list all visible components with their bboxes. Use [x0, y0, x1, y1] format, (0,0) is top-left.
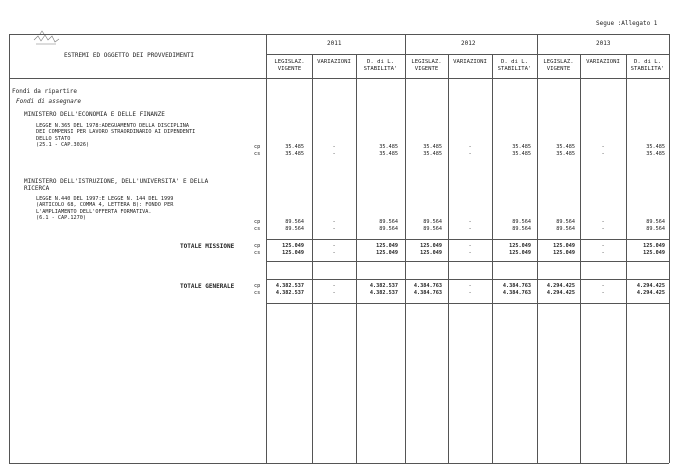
value-cell: 4.294.425 [636, 290, 665, 296]
cs-marker: cs [254, 290, 261, 296]
year-2012: 2012 [461, 40, 476, 47]
section-title: ESTREMI ED OGGETTO DEI PROVVEDIMENTI [64, 52, 195, 59]
value-cell: 89.564 [285, 219, 304, 225]
value-cell: - [332, 250, 336, 256]
value-cell: - [601, 226, 605, 232]
value-cell: 4.294.425 [636, 283, 665, 289]
value-cell: 35.485 [285, 151, 304, 157]
col-stabilita-2011: D. di L. STABILITA' [363, 59, 398, 72]
ministry-economia: MINISTERO DELL'ECONOMIA E DELLE FINANZE [24, 111, 165, 118]
value-cell: 35.485 [512, 144, 531, 150]
value-cell: - [468, 250, 472, 256]
value-cell: - [468, 144, 472, 150]
value-cell: - [601, 144, 605, 150]
year-2013: 2013 [596, 40, 611, 47]
value-cell: - [468, 219, 472, 225]
value-cell: 89.564 [512, 226, 531, 232]
value-cell: - [468, 283, 472, 289]
value-cell: - [601, 151, 605, 157]
col-legislaz-2012: LEGISLAZ. VIGENTE [411, 59, 442, 72]
value-cell: - [468, 226, 472, 232]
value-cell: 89.564 [512, 219, 531, 225]
value-cell: 125.049 [643, 250, 665, 256]
value-cell: 4.382.537 [369, 283, 398, 289]
value-cell: 35.485 [556, 151, 575, 157]
value-cell: 89.564 [379, 226, 398, 232]
value-cell: 125.049 [643, 243, 665, 249]
value-cell: 125.049 [420, 243, 442, 249]
law-440-1997: LEGGE N.440 DEL 1997:E LEGGE N. 144 DEL 1999 (ARTICOLO 68, COMMA 4, LETTERA B): FONDO PER L'AMPLIAMENTO DELL'OFFERTA FORMATIVA. (6.1 - CAP.1270) [36, 196, 174, 222]
value-cell: 4.384.763 [413, 283, 442, 289]
value-cell: - [468, 243, 472, 249]
value-cell: 125.049 [553, 243, 575, 249]
value-cell: 125.049 [376, 243, 398, 249]
law-365-1978: LEGGE N.365 DEL 1978:ADEGUAMENTO DELLA DISCIPLINA DEI COMPENSI PER LAVORO STRAORDINARIO AI DIPENDENTI DELLO STATO (25.1 - CAP.3026) [36, 123, 196, 149]
value-cell: - [332, 290, 336, 296]
value-cell: 35.485 [379, 144, 398, 150]
value-cell: - [332, 226, 336, 232]
value-cell: 89.564 [379, 219, 398, 225]
value-cell: 35.485 [379, 151, 398, 157]
cp-marker: cp [254, 219, 261, 225]
totale-missione-label: TOTALE MISSIONE [180, 243, 235, 250]
value-cell: - [332, 144, 336, 150]
value-cell: 35.485 [512, 151, 531, 157]
value-cell: 125.049 [509, 243, 531, 249]
col-variazioni-2012: VARIAZIONI [453, 59, 487, 65]
ministry-istruzione: MINISTERO DELL'ISTRUZIONE, DELL'UNIVERSITA' E DELLA RICERCA [24, 178, 209, 192]
value-cell: 35.485 [556, 144, 575, 150]
value-cell: 35.485 [423, 151, 442, 157]
value-cell: - [332, 283, 336, 289]
value-cell: 4.382.537 [275, 283, 304, 289]
value-cell: 125.049 [420, 250, 442, 256]
cs-marker: cs [254, 226, 261, 232]
value-cell: - [601, 243, 605, 249]
value-cell: 4.382.537 [369, 290, 398, 296]
value-cell: 125.049 [509, 250, 531, 256]
fund-heading: Fondi da ripartire [12, 88, 78, 95]
value-cell: 89.564 [423, 219, 442, 225]
value-cell: 35.485 [285, 144, 304, 150]
value-cell: 89.564 [646, 219, 665, 225]
value-cell: - [601, 219, 605, 225]
cs-marker: cs [254, 151, 261, 157]
value-cell: 89.564 [285, 226, 304, 232]
value-cell: - [332, 219, 336, 225]
year-2011: 2011 [327, 40, 342, 47]
value-cell: 89.564 [646, 226, 665, 232]
cp-marker: cp [254, 144, 261, 150]
value-cell: 35.485 [646, 144, 665, 150]
value-cell: 89.564 [556, 219, 575, 225]
value-cell: 4.294.425 [546, 290, 575, 296]
value-cell: 125.049 [282, 243, 304, 249]
fund-subheading: Fondi di assegnare [16, 98, 82, 105]
value-cell: 4.384.763 [502, 290, 531, 296]
value-cell: 4.384.763 [413, 290, 442, 296]
value-cell: - [601, 290, 605, 296]
value-cell: 125.049 [553, 250, 575, 256]
col-stabilita-2013: D. di L. STABILITA' [630, 59, 665, 72]
totale-generale-label: TOTALE GENERALE [180, 283, 235, 290]
cp-marker: cp [254, 283, 261, 289]
value-cell: - [601, 283, 605, 289]
value-cell: - [468, 290, 472, 296]
value-cell: 125.049 [376, 250, 398, 256]
value-cell: 89.564 [556, 226, 575, 232]
col-variazioni-2013: VARIAZIONI [586, 59, 620, 65]
page-caption: Segue :Allegato 1 [596, 20, 658, 27]
col-variazioni-2011: VARIAZIONI [317, 59, 351, 65]
value-cell: 4.382.537 [275, 290, 304, 296]
value-cell: 35.485 [423, 144, 442, 150]
col-legislaz-2013: LEGISLAZ. VIGENTE [543, 59, 574, 72]
cs-marker: cs [254, 250, 261, 256]
value-cell: - [332, 151, 336, 157]
value-cell: 4.384.763 [502, 283, 531, 289]
col-stabilita-2012: D. di L. STABILITA' [497, 59, 532, 72]
value-cell: - [601, 250, 605, 256]
value-cell: - [332, 243, 336, 249]
col-legislaz-2011: LEGISLAZ. VIGENTE [274, 59, 305, 72]
seal-stamp-icon [30, 28, 64, 50]
value-cell: 4.294.425 [546, 283, 575, 289]
value-cell: 35.485 [646, 151, 665, 157]
value-cell: 125.049 [282, 250, 304, 256]
cp-marker: cp [254, 243, 261, 249]
value-cell: 89.564 [423, 226, 442, 232]
value-cell: - [468, 151, 472, 157]
